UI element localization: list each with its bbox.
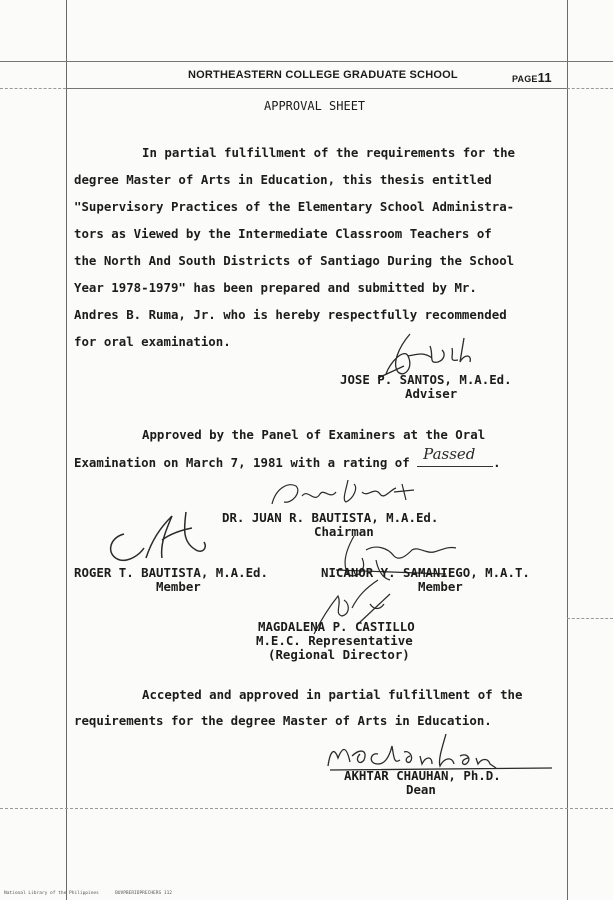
roger-name: ROGER T. BAUTISTA, M.A.Ed. xyxy=(74,565,268,580)
header-top-rule xyxy=(0,61,613,62)
body-line-2: degree Master of Arts in Education, this thesis entitled xyxy=(74,172,492,187)
dash-rule-left xyxy=(0,88,66,89)
castillo-name: MAGDALENA P. CASTILLO xyxy=(258,619,415,634)
institution-name: NORTHEASTERN COLLEGE GRADUATE SCHOOL xyxy=(188,69,458,81)
page-number: 11 xyxy=(537,70,552,85)
panel-line-1: Approved by the Panel of Examiners at the Oral xyxy=(142,427,486,442)
rating-period: . xyxy=(493,455,501,470)
panel-line-2-text: Examination on March 7, 1981 with a rating of xyxy=(74,455,410,470)
dash-rule-right xyxy=(567,88,613,89)
chairman-name: DR. JUAN R. BAUTISTA, M.A.Ed. xyxy=(222,510,439,525)
body-line-8: for oral examination. xyxy=(74,334,231,349)
rating-field xyxy=(417,445,493,467)
page-label: PAGE xyxy=(512,74,538,84)
chairman-signature xyxy=(262,474,422,514)
acceptance-line-2: requirements for the degree Master of Arts in Education. xyxy=(74,713,492,728)
footer-source xyxy=(4,891,172,896)
page-title: APPROVAL SHEET xyxy=(264,99,366,113)
rating-value: Passed xyxy=(423,445,476,463)
panel-line-2 xyxy=(74,445,501,470)
chairman-role: Chairman xyxy=(314,524,374,539)
body-line-3: "Supervisory Practices of the Elementary School Administra- xyxy=(74,199,515,214)
bottom-dash-rule xyxy=(0,808,613,809)
body-line-7: Andres B. Ruma, Jr. who is hereby respectfully recommended xyxy=(74,307,507,322)
castillo-sub: (Regional Director) xyxy=(268,647,410,662)
footer-library: National Library of the Philippines xyxy=(4,891,99,896)
body-line-5: the North And South Districts of Santiago During the School xyxy=(74,253,515,268)
body-line-6: Year 1978-1979" has been prepared and submitted by Mr. xyxy=(74,280,477,295)
footer-code: BUVPBERIDPRECHERS 112 xyxy=(115,891,172,896)
dean-name: AKHTAR CHAUHAN, Ph.D. xyxy=(344,768,501,783)
side-dash-rule xyxy=(567,618,613,619)
acceptance-line-1: Accepted and approved in partial fulfillment of the xyxy=(142,687,523,702)
body-line-4: tors as Viewed by the Intermediate Classroom Teachers of xyxy=(74,226,492,241)
header-bottom-rule xyxy=(66,88,567,89)
adviser-name: JOSE P. SANTOS, M.A.Ed. xyxy=(340,372,512,387)
roger-role: Member xyxy=(156,579,201,594)
body-line-1: In partial fulfillment of the requirements for the xyxy=(142,145,515,160)
samaniego-role: Member xyxy=(418,579,463,594)
roger-signature xyxy=(100,500,220,570)
castillo-role: M.E.C. Representative xyxy=(256,633,413,648)
left-margin-rule xyxy=(66,0,67,900)
samaniego-name: NICANOR Y. SAMANIEGO, M.A.T. xyxy=(321,565,530,580)
adviser-role: Adviser xyxy=(405,386,458,401)
dean-role: Dean xyxy=(406,782,436,797)
page-indicator xyxy=(512,67,552,86)
